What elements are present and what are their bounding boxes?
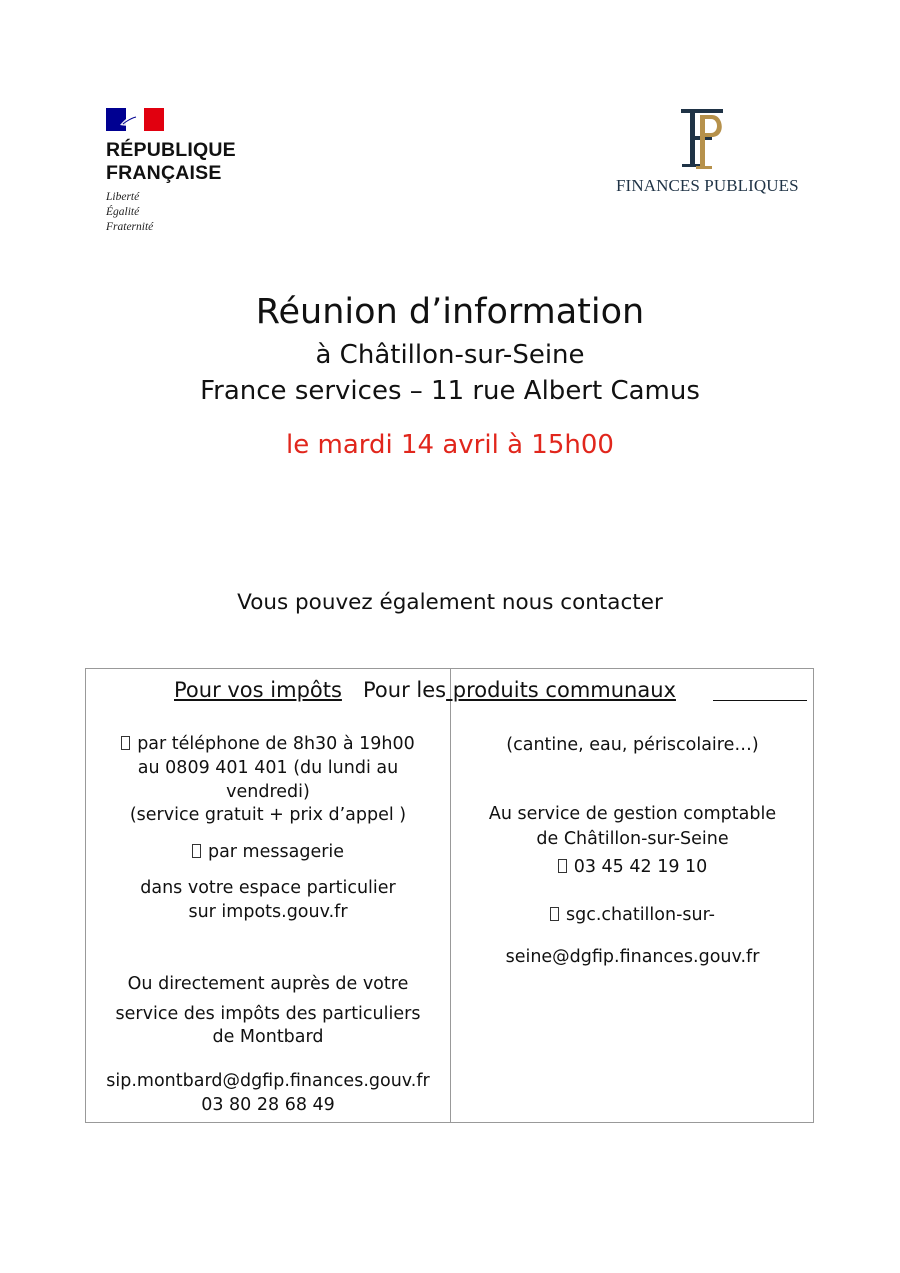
left-phone-line1: par téléphone de 8h30 à 19h00: [86, 733, 450, 756]
left-phone-number: 03 80 28 68 49: [201, 1095, 335, 1115]
col-header-prefix: Pour les: [363, 678, 447, 702]
finances-publiques-wordmark: FINANCES PUBLIQUES: [616, 176, 799, 195]
republique-motto: Liberté Égalité Fraternité: [106, 191, 154, 233]
left-phone-line2: au 0809 401 401 (du lundi au: [137, 758, 399, 778]
col-header-produits-communaux: [363, 676, 676, 704]
event-address: France services – 11 rue Albert Camus: [200, 376, 700, 406]
phone-icon: [121, 736, 130, 750]
left-email: sip.montbard@dgfip.finances.gouv.fr: [106, 1071, 430, 1091]
left-direct-line2: service des impôts des particuliers: [115, 1004, 421, 1024]
right-scope: (cantine, eau, périscolaire…): [506, 735, 759, 755]
event-title: Réunion d’information: [255, 292, 645, 332]
republique-francaise-wordmark: RÉPUBLIQUE FRANÇAISE: [106, 139, 236, 184]
left-phone-line4: (service gratuit + prix d’appel ): [129, 805, 407, 825]
right-phone: 03 45 42 19 10: [451, 856, 814, 879]
event-city: à Châtillon-sur-Seine: [315, 340, 585, 370]
finances-publiques-monogram-icon: [676, 106, 732, 172]
left-space-line2: sur impots.gouv.fr: [188, 902, 348, 922]
left-direct-line3: de Montbard: [212, 1027, 324, 1047]
col-header-underlined: produits communaux: [446, 678, 676, 702]
republique-francaise-logo: [106, 108, 256, 238]
left-message-line: par messagerie: [86, 841, 450, 864]
right-service-line1: Au service de gestion comptable: [488, 804, 777, 824]
event-date: le mardi 14 avril à 15h00: [286, 430, 614, 460]
left-direct-line1: Ou directement auprès de votre: [127, 974, 409, 994]
header-underline-extension: [713, 700, 807, 701]
left-space-line1: dans votre espace particulier: [140, 878, 396, 898]
tricolor-flag-icon: [106, 108, 164, 131]
mail-icon: [550, 907, 559, 921]
right-email-line2: seine@dgfip.finances.gouv.fr: [505, 947, 760, 967]
mail-icon: [192, 844, 201, 858]
left-phone-line3: vendredi): [226, 782, 310, 802]
right-email-line1: sgc.chatillon-sur-: [451, 904, 814, 927]
col-header-impots: Pour vos impôts: [174, 678, 342, 702]
phone-icon: [558, 859, 567, 873]
finances-publiques-logo: [612, 106, 802, 206]
contact-intro: Vous pouvez également nous contacter: [237, 590, 663, 615]
right-service-line2: de Châtillon-sur-Seine: [536, 829, 729, 849]
